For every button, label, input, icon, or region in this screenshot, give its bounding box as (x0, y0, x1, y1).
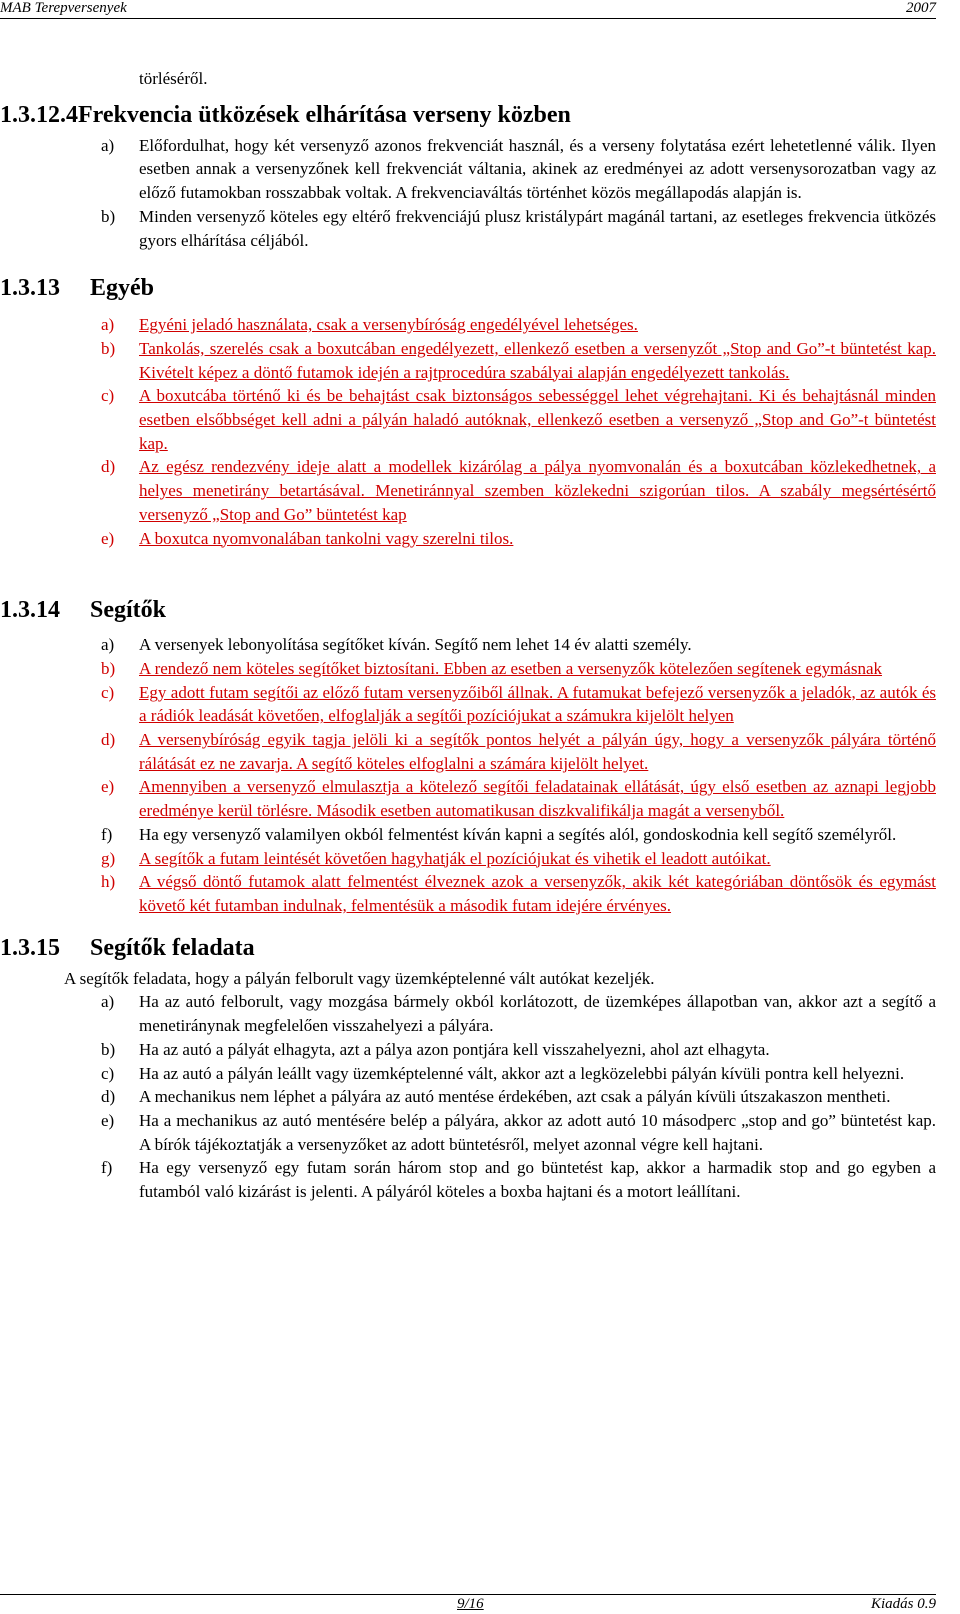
item-letter: d) (101, 457, 116, 477)
item-list (0, 134, 936, 253)
item-text: Minden versenyző köteles egy eltérő frekvenciájú plusz kristálypárt magánál tartani, az esetleges frekvencia ütközés gyors elhárítása céljából. (139, 206, 936, 250)
item-letter: c) (101, 682, 115, 702)
list-item (101, 847, 936, 871)
list-item (101, 633, 936, 657)
list-item (101, 1062, 936, 1086)
list-item (101, 823, 936, 847)
item-list (0, 313, 936, 550)
list-item (101, 134, 936, 205)
section-frekvencia (0, 101, 936, 253)
list-item (101, 205, 936, 252)
list-item (101, 455, 936, 526)
item-text: Ha az autó a pályán leállt vagy üzemképtelenné vált, akkor azt a legközelebbi pályán kívüli pontra kell helyezni. (139, 1063, 905, 1083)
item-text: Egyéni jeladó használata, csak a versenybíróság engedélyével lehetséges. (139, 315, 638, 335)
section-title: Frekvencia ütközések elhárítása verseny közben (78, 101, 571, 128)
page-footer (0, 1594, 936, 1614)
item-text: A boxutca nyomvonalában tankolni vagy szerelni tilos. (139, 528, 514, 548)
item-letter: a) (101, 315, 115, 335)
item-list (0, 990, 936, 1203)
document-body (0, 67, 936, 1204)
section-number: 1.3.15 (0, 934, 60, 961)
item-text: Ha a mechanikus az autó mentésére belép a pályára, akkor az adott autó 10 másodperc „stop and go” büntetést kap. A bírók tájékoztatják a versenyzőket az adott büntetésről, melyet azonnal végre kell hajtani. (139, 1110, 936, 1154)
list-item (101, 870, 936, 917)
section-egyeb (0, 274, 936, 550)
section-segitok (0, 596, 936, 917)
item-letter: f) (101, 1158, 113, 1178)
item-text: A versenybíróság egyik tagja jelöli ki a segítők pontos helyét a pályán úgy, hogy a versenyzők pályára történő rálátását ez ne zavarja. A segítő köteles elfoglalni a számára kijelölt helyet. (139, 730, 936, 773)
item-letter: d) (101, 1087, 116, 1107)
list-item (101, 1109, 936, 1156)
item-text: A rendező nem köteles segítőket biztosítani. Ebben az esetben a versenyzők kötelezően segítenek egymásnak (139, 658, 883, 678)
page-number: 9/16 (457, 1596, 484, 1612)
section-title: Segítők feladata (90, 934, 255, 961)
section-number: 1.3.14 (0, 597, 60, 624)
list-item (101, 313, 936, 337)
header-title: MAB Terepversenyek (0, 0, 127, 16)
item-text: Ha az autó a pályát elhagyta, azt a pálya azon pontjára kell visszahelyezni, ahol azt elhagyta. (139, 1039, 770, 1059)
item-letter: f) (101, 824, 113, 844)
item-letter: e) (101, 528, 115, 548)
section-heading (0, 274, 936, 303)
list-item (101, 1085, 936, 1109)
item-text: Ha az autó felborult, vagy mozgása bármely okból korlátozott, de üzemképes állapotban van, akkor azt a segítő a menetiránynak megfelelően visszahelyezi a pályára. (139, 992, 936, 1036)
list-item (101, 775, 936, 822)
item-letter: d) (101, 730, 116, 750)
item-text: A végső döntő futamok alatt felmentést élveznek azok a versenyzők, akik két kategóriában döntősök és egymást követő két futamban indulnak, felmentésük a második futam idejére érvényes. (139, 872, 936, 915)
item-text: A mechanikus nem léphet a pályára az autó mentése érdekében, azt csak a pályán kívüli útszakaszon mentheti. (139, 1087, 891, 1107)
edition-label: Kiadás 0.9 (870, 1596, 936, 1612)
item-letter: c) (101, 386, 115, 406)
item-letter: c) (101, 1063, 115, 1083)
item-letter: e) (101, 1110, 115, 1130)
section-heading (0, 101, 936, 130)
list-item (101, 728, 936, 775)
section-heading (0, 596, 936, 625)
item-text: Tankolás, szerelés csak a boxutcában engedélyezett, ellenkező esetben a versenyzőt „Stop and Go”-t büntetést kap. Kivételt képez a döntő futamok idején a rajtprocedúra szabályai alapján engedélyezett tankolás. (139, 338, 936, 382)
item-list (0, 633, 936, 917)
list-item (101, 337, 936, 384)
continuation-text: törléséről. (139, 69, 208, 88)
item-text: Az egész rendezvény ideje alatt a modellek kizárólag a pálya nyomvonalán és a boxutcában közlekedhetnek, a helyes menetirány betartásával. Menetiránnyal szemben közlekedni szigorúan tilos. A szabály megsértésértő versenyző „Stop and Go” büntetést kap (139, 457, 936, 524)
item-letter: g) (101, 848, 116, 868)
item-text: Ha egy versenyző egy futam során három stop and go büntetést kap, akkor a harmadik stop and go egyben a futamból való kizárást is jelenti. A pályáról köteles a boxba hajtani és a motort leállítani. (139, 1158, 936, 1202)
item-text: Egy adott futam segítői az előző futam versenyzőiből állnak. A futamukat befejező versenyzők a jeladók, az autók és a rádiók leadását követően, elfoglalják a segítői pozíciójukat a számukra kijelölt helyen (139, 682, 936, 726)
list-item (101, 384, 936, 455)
item-letter: a) (101, 992, 115, 1012)
header-year: 2007 (906, 0, 936, 16)
section-title: Egyéb (90, 275, 155, 302)
section-title: Segítők (90, 597, 167, 624)
item-letter: a) (101, 135, 115, 155)
list-item (101, 1038, 936, 1062)
section-number: 1.3.12.4 (0, 101, 78, 128)
list-item (101, 990, 936, 1037)
item-text: Előfordulhat, hogy két versenyző azonos frekvenciát használ, és a verseny folytatása ezért lehetetlenné válik. Ilyen esetben annak a versenyzőnek kell frekvenciát váltania, akinek az eredményei az adott versenysorozatban vagy az előző futamokban rosszabbak voltak. A frekvenciaváltás történhet közös megállapodás alapján is. (139, 135, 936, 203)
item-letter: h) (101, 872, 116, 892)
page-header (0, 0, 936, 19)
item-letter: a) (101, 635, 115, 655)
list-item (101, 681, 936, 728)
item-text: A segítők a futam leintését követően hagyhatják el pozíciójukat és vihetik el leadott autóikat. (139, 848, 771, 868)
item-letter: b) (101, 206, 116, 226)
item-text: A versenyek lebonyolítása segítőket kíván. Segítő nem lehet 14 év alatti személy. (139, 635, 692, 655)
item-text: Ha egy versenyző valamilyen okból felmentést kíván kapni a segítés alól, gondoskodnia kell segítő személyről. (139, 824, 897, 844)
item-letter: b) (101, 1039, 116, 1059)
item-letter: b) (101, 338, 116, 358)
item-text: A boxutcába történő ki és be behajtást csak biztonságos sebességgel lehet végrehajtani. Ki és behajtásnál minden esetben elsőbbséget kell adni a pályán haladó autóknak, ellenkező esetben a versenyző „Stop and Go”-t büntetést kap. (139, 386, 936, 453)
section-intro: A segítők feladata, hogy a pályán felborult vagy üzemképtelenné vált autókat kezeljék. (64, 968, 655, 988)
section-heading (0, 934, 936, 963)
section-segitok-feladata (0, 934, 936, 1204)
list-item (101, 527, 936, 551)
item-letter: e) (101, 777, 115, 797)
section-number: 1.3.13 (0, 275, 60, 302)
list-item (101, 1156, 936, 1203)
list-item (101, 657, 936, 681)
item-text: Amennyiben a versenyző elmulasztja a kötelező segítői feladatainak ellátását, úgy első esetben az aznapi legjobb eredménye kerül törlésre. Második esetben automatikusan diszkvalifikálja magát a versenyből. (139, 777, 936, 821)
item-letter: b) (101, 658, 116, 678)
